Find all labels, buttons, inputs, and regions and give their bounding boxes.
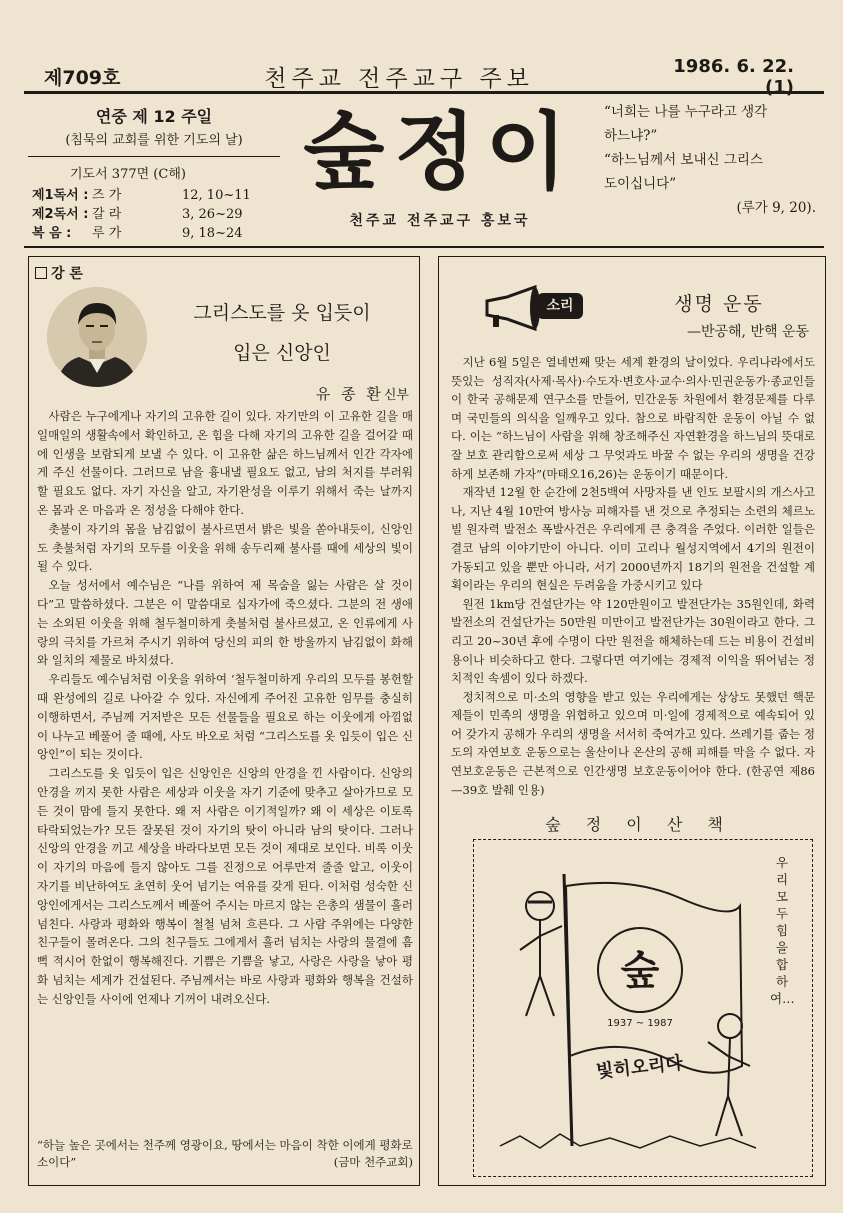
reading-label: 제2독서 : [32, 207, 89, 222]
logo-subtitle: 천주교 전주교구 홍보국 [349, 213, 531, 229]
prayer-book-ref: 기도서 377면 (C해) [70, 167, 186, 182]
gospel-quote [604, 100, 826, 260]
sori-paragraph: 정치적으로 미·소의 영향을 받고 있는 우리에게는 상상도 못했던 핵문제들이 민족의 생명을 위협하고 있으며 미·일에 경제적으로 예속되어 있어 갖가지 공해가 우리의 생명을 서서히 죽여가고 있다. 쓰레기를 줍는 정도의 자연보호 운동으로는 울산이나 온산의 공해 피해를 막을 수 없다. 자연보호운동은 근본적으로 인간생명 보호운동이어야 한다. (한공연 제86—39호 발췌 인용) [451, 689, 815, 797]
masthead-logo [290, 96, 590, 256]
person-portrait-icon [47, 287, 147, 387]
megaphone-icon [483, 285, 543, 331]
issue-number: 제709호 [44, 67, 121, 89]
quote-line: “하느님께서 보내신 그리스 [604, 152, 763, 168]
sori-subhead: —반공해, 반핵 운동 [686, 324, 809, 340]
reading-ref: 3, 26~29 [182, 207, 243, 222]
page-number: (1) [765, 76, 794, 98]
editorial-paragraph: 우리들도 예수님처럼 이웃을 위하여 ‘철두철미하게 우리의 모두를 봉헌할 때 완성에의 길로 나아갈 수 있다. 자신에게 주어진 고유한 임무를 충실히 이행하면서, 주님께 거저받은 모든 선물들을 필요로 하는 이웃에게 아낌없이 나누고 베풀어 줄 때에, 사도 바오로 처럼 “그리스도를 옷 입듯이 입은 신앙인”이 되는 것이다. [37, 672, 413, 762]
reading-book: 갈 라 [92, 207, 122, 222]
checkbox-square-icon [35, 267, 47, 279]
quote-line: “너희는 나를 누구라고 생각 [604, 104, 768, 120]
editorial-title-line: 입은 신앙인 [233, 342, 331, 364]
header-divider [24, 246, 824, 248]
logo-title: 숲정이 [303, 103, 577, 201]
reading-book: 즈 가 [92, 188, 122, 203]
closing-cite: (금마 천주교회) [333, 1155, 413, 1169]
flag-years: 1937 ~ 1987 [607, 1018, 673, 1029]
sori-paragraph: 지난 6월 5일은 열네번째 맞는 세계 환경의 날이었다. 우리나라에서도 뜻있는 성직자(사제·목사)·수도자·변호사·교수·의사·민권운동가·종교인들이 한국 공해문제 연구소를 만들어, 민간운동 차원에서 환경문제를 다루며 국민들의 의식을 일깨우고 있다. 참으로 바람직한 운동이 아닐 수 없다. 이는 “하느님이 사람을 위해 창조해주신 자연환경을 하느님의 뜻대로 잘 보호 관리함으로써 세상 그 무엇과도 바꿀 수 없는 우리의 생명을 건강하게 보존해 가자”(마태오16,26)는 운동이기 때문이다. [451, 355, 815, 481]
masthead-bar [24, 55, 824, 98]
editorial-column [28, 256, 420, 1186]
section-label [35, 263, 83, 283]
sori-headline: 생명 운동 [674, 293, 764, 315]
publication-date [624, 56, 824, 98]
sori-paragraph: 원전 1km당 건설단가는 약 120만원이고 발전단가는 35원인데, 화력발전소의 건설단가는 50만원 미만이고 발전단가는 30원이라고 한다. 그리고 20~30년 후에 수명이 다만 원전을 해체하는데 드는 비용이 건설비용이나 비슷하다고 한다. 그렇다면 여기에는 경제적 이익을 뛰어넘는 정치적인 속셈이 있다 하겠다. [451, 596, 815, 686]
sori-column [438, 256, 826, 1186]
reading-ref: 12, 10~11 [182, 188, 251, 203]
sori-badge [483, 285, 603, 331]
sori-body [451, 353, 815, 799]
editorial-paragraph: 그리스도를 옷 입듯이 입은 신앙인은 신앙의 안경을 낀 사람이다. 신앙의 안경을 끼지 못한 사람은 세상과 이웃을 자기 기준에 맞추고 살아가므로 모든 것이 맘에 들지 못한다. 왜 저 사람은 이기적일까? 왜 이 세상은 이토록 타락되었는가? 모든 잘못된 것이 자기의 탓이 아니라 남의 탓이다. 그러나 신앙의 안경을 끼고 세상을 바라다보면 모든 것이 제대로 보인다. 비록 이웃이 자기의 마음에 들지 않아도 그를 진정으로 어루만져 줄줄 알고, 이웃이 자기를 비난하여도 초연히 웃어 넘기는 여유를 갖게 된다. 이처럼 성숙한 신앙인에게서는 그리스도께서 베풀어 주시는 마르지 않는 은총의 샘물이 흘러 넘친다. 사랑과 평화와 행복이 철철 넘쳐 흐른다. 그 사람 주위에는 다양한 친구들이 몰려온다. 그의 친구들도 그에게서 흘러 넘치는 사랑의 물결에 흠뻑 적시어 한없이 행복해진다. 기쁨은 기쁨을 낳고, 사랑은 사랑을 낳아 평화 넘치는 세계가 건설된다. 주님께서는 바로 사랑과 평화와 행복을 건설하는 신앙인들 사이에 언제나 기꺼이 내려오신다. [37, 766, 413, 1006]
editorial-title-line: 그리스도를 옷 입듯이 [193, 302, 371, 324]
author-role: 신부 [383, 388, 409, 403]
quote-line: 도이십니다” [604, 176, 677, 192]
reading-row [28, 186, 280, 205]
sori-paragraph: 재작년 12월 한 순간에 2천5백여 사망자를 낸 인도 보팔시의 개스사고나, 지난 4월 10만여 방사능 피해자를 낸 것으로 추정되는 소련의 체르노빌 원자력 발전소 폭발사건은 우리에게 큰 충격을 주었다. 이러한 일들은 결코 남의 이야기만이 아니다. 이미 고리나 월성지역에서 4기의 원전이 가동되고 있을 뿐만 아니라, 서기 2000년까지 18기의 원전을 건설할 계획이라는 우리의 현실은 두려움을 가중시키고 있다 [451, 485, 815, 593]
reading-label: 복 음 : [32, 226, 72, 241]
emblem-glyph: 숲 [620, 948, 660, 994]
reading-ref: 9, 18~24 [182, 226, 243, 241]
flag-text-layer [474, 840, 814, 1178]
editorial-body [37, 407, 413, 1009]
editorial-paragraph: 촛불이 자기의 몸을 남김없이 불사르면서 밝은 빛을 쏟아내듯이, 신앙인도 촛불처럼 자기의 모두를 이웃을 위해 송두리째 불사를 때에 세상의 빛이 될 수 있다. [37, 521, 413, 574]
quote-source: (루가 9, 20). [736, 200, 816, 216]
author-portrait [47, 287, 147, 387]
editorial-closing [37, 1137, 413, 1171]
reading-label: 제1독서 : [32, 188, 89, 203]
quote-line: 하느냐?” [604, 128, 658, 144]
info-divider [28, 156, 280, 157]
section-label-text: 강 론 [51, 266, 83, 282]
liturgy-info [28, 100, 280, 260]
reading-row [28, 224, 280, 243]
editorial-paragraph: 사람은 누구에게나 자기의 고유한 길이 있다. 자기만의 이 고유한 길을 매일매일의 생활속에서 확인하고, 온 힘을 다해 자기의 고유한 길을 걸어갈 때에 인생을 보람되게 보낼 수 있다. 이 고유한 삶은 하느님께서 인간 각자에게 주신 선물이다. 그러므로 남을 흉내낼 필요도 없고, 남의 처지를 부러워할 필요도 없다. 자기 자신을 알고, 자기완성을 이루기 위해서 죽는 날까지 온 몸과 온 마음과 온 정성을 다해야 한다. [37, 409, 413, 517]
author-byline [229, 383, 409, 404]
reading-row [28, 205, 280, 224]
publication-name: 천주교 전주교구 주보 [264, 66, 534, 92]
flag-text: 빛히오리다 [595, 1052, 684, 1083]
editorial-paragraph: 오늘 성서에서 예수님은 “나를 위하여 제 목숨을 잃는 사람은 살 것이다”고 말씀하셨다. 그분은 이 말씀대로 십자가에 죽으셨다. 그분의 전 생애는 소외된 이웃을 위해 철두철미하게 촛불처럼 불사르셨고, 온 인류에게 사랑의 극치를 가르쳐 주시기 위하여 당신의 피의 한 방울까지 남김없이 화해와 일치의 제물로 바치셨다. [37, 578, 413, 668]
week-theme: (침묵의 교회를 위한 기도의 날) [65, 133, 243, 148]
walk-section-title: 숲 정 이 산 책 [545, 815, 733, 834]
editorial-title [157, 293, 407, 373]
date-text: 1986. 6. 22. [673, 55, 794, 77]
week-title: 연중 제 12 주일 [95, 107, 213, 126]
closing-quote: “하늘 높은 곳에서는 천주께 영광이요, 땅에서는 마음이 착한 이에게 평화로소이다” [37, 1138, 413, 1169]
vertical-slogan: 우리 모두 힘을 합하여… [770, 855, 795, 1006]
sori-badge-text: 소리 [537, 293, 583, 319]
cartoon-panel [473, 839, 813, 1177]
author-name: 유 종 환 [315, 385, 384, 403]
reading-book: 루 가 [92, 226, 122, 241]
